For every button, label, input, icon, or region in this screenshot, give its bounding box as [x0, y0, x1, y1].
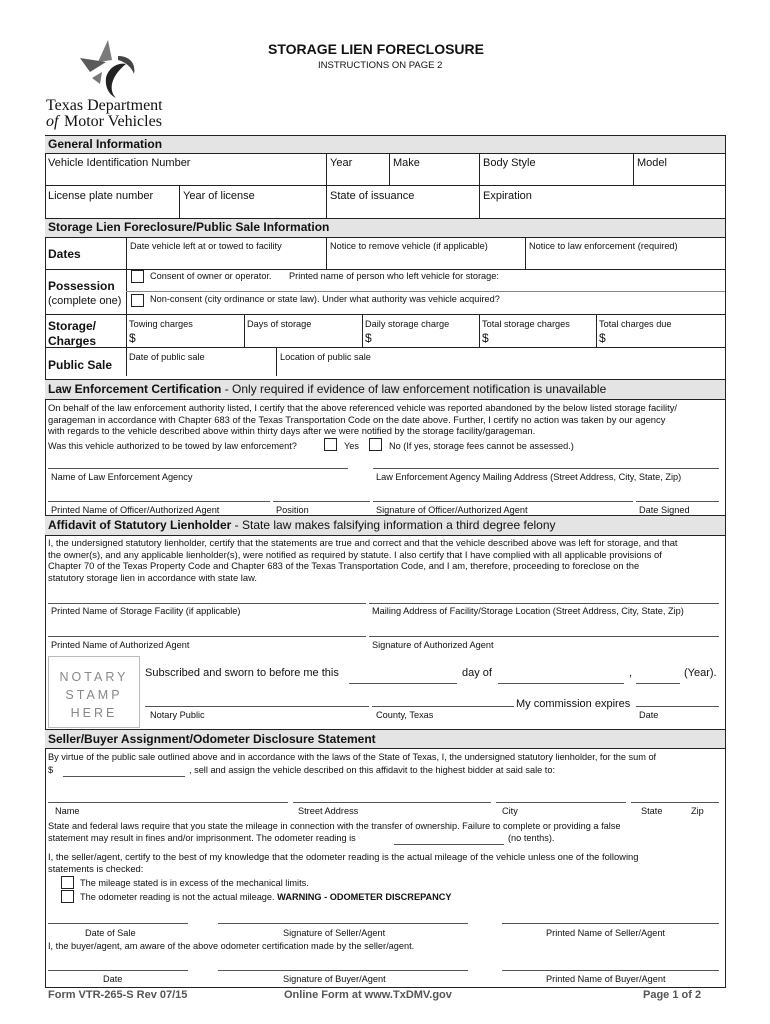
form-title: STORAGE LIEN FORECLOSURE: [268, 41, 484, 57]
vin-field[interactable]: Vehicle Identification Number: [48, 157, 191, 169]
possession-label: Possession: [48, 279, 115, 293]
location-sale-field[interactable]: Location of public sale: [280, 352, 371, 362]
towing-field[interactable]: Towing charges: [129, 319, 193, 329]
law-no-checkbox[interactable]: [369, 438, 382, 451]
no-tenths-label: (no tenths).: [508, 833, 555, 843]
license-plate-field[interactable]: License plate number: [48, 190, 154, 202]
notice-remove-field[interactable]: Notice to remove vehicle (if applicable): [330, 241, 488, 251]
dates-label: Dates: [48, 247, 81, 261]
officer-signature-field[interactable]: Signature of Officer/Authorized Agent: [376, 505, 528, 515]
page-number: Page 1 of 2: [643, 989, 702, 1001]
nonconsent-label[interactable]: Non-consent (city ordinance or state law). Under what authority was vehicle acquired?: [150, 294, 500, 304]
state-issuance-field[interactable]: State of issuance: [330, 190, 415, 202]
daily-field[interactable]: Daily storage charge: [365, 319, 450, 329]
sale-amount-field[interactable]: [63, 776, 185, 777]
online-form-link[interactable]: Online Form at www.TxDMV.gov: [284, 989, 452, 1001]
comma-label: ,: [629, 667, 633, 679]
possession-sub: (complete one): [48, 295, 122, 307]
law-heading-note: - Only required if evidence of law enforcement notification is unavailable: [221, 382, 607, 396]
county-field[interactable]: County, Texas: [376, 710, 434, 720]
buyer-zip-field[interactable]: Zip: [691, 806, 704, 816]
agency-address-field[interactable]: Law Enforcement Agency Mailing Address (Street Address, City, State, Zip): [376, 472, 682, 482]
mileage-law-line1: State and federal laws require that you state the mileage in connection with the transfer of ownership. Failure to complete or providing a false: [48, 821, 621, 831]
not-actual-text: The odometer reading is not the actual mileage.: [80, 892, 275, 902]
buyer-printed-name-field[interactable]: Printed Name of Buyer/Agent: [546, 974, 666, 984]
daily-dollar: $: [365, 331, 372, 345]
commission-date-field[interactable]: Date: [639, 710, 659, 720]
seller-printed-name-field[interactable]: Printed Name of Seller/Agent: [546, 928, 665, 938]
odometer-reading-field[interactable]: [394, 844, 504, 845]
sworn-label: Subscribed and sworn to before me this: [145, 667, 339, 679]
model-field[interactable]: Model: [637, 157, 667, 169]
law-yes-label: Yes: [344, 441, 359, 451]
affidavit-heading-title: Affidavit of Statutory Lienholder: [48, 518, 232, 532]
date-signed-field[interactable]: Date Signed: [639, 505, 690, 515]
nonconsent-checkbox[interactable]: [131, 294, 144, 307]
date-of-sale-field[interactable]: Date of Sale: [85, 928, 136, 938]
notary-stamp-text: NOTARY STAMP HERE: [59, 670, 129, 720]
officer-name-field[interactable]: Printed Name of Officer/Authorized Agent: [51, 505, 220, 515]
law-certification-text: On behalf of the law enforcement authority listed, I certify that the above referenced vehicle was reported abandoned by the below listed storage facility/ garageman in accordance with Chapter 683 of the Texas Transportation Code on the date above. Further, I certify no action was taken by our agency with regards to the vehicle described above within thirty days after we were notified by the storage facility/garageman.: [48, 402, 678, 437]
year-of-license-field[interactable]: Year of license: [183, 190, 255, 202]
law-heading: [48, 383, 606, 396]
total-due-field[interactable]: Total charges due: [599, 319, 672, 329]
buyer-city-field[interactable]: City: [502, 806, 518, 816]
affidavit-text: I, the undersigned statutory lienholder, certify that the statements are true and correct and that the vehicle described above was left for storage, and that the owner(s), and any applicable lienholder(s), were notified as required by statute. I also certify that I have complied with all applicable provisions of Chapter 70 of the Texas Property Code and Chapter 683 of the Texas Transportation Code, and I am, therefore, proceeding to foreclose on the statutory storage lien in accordance with state law.: [48, 537, 678, 583]
buyer-date-field[interactable]: Date: [103, 974, 123, 984]
year-label: (Year).: [684, 667, 717, 679]
form-number: Form VTR-265-S Rev 07/15: [48, 989, 188, 1001]
charges-label-1: Storage/: [48, 319, 97, 333]
total-due-dollar: $: [599, 331, 606, 345]
total-storage-dollar: $: [482, 331, 489, 345]
notice-law-field[interactable]: Notice to law enforcement (required): [529, 241, 678, 251]
general-heading: General Information: [48, 137, 163, 151]
notary-public-field[interactable]: Notary Public: [150, 710, 205, 720]
buyer-name-field[interactable]: Name: [55, 806, 80, 816]
total-storage-field[interactable]: Total storage charges: [482, 319, 570, 329]
day-of-label: day of: [462, 667, 492, 679]
odometer-warning: WARNING - ODOMETER DISCREPANCY: [277, 892, 452, 902]
public-sale-label: Public Sale: [48, 358, 113, 372]
agency-name-field[interactable]: Name of Law Enforcement Agency: [51, 472, 193, 482]
facility-address-field[interactable]: Mailing Address of Facility/Storage Location (Street Address, City, State, Zip): [372, 606, 684, 616]
charges-label-2: Charges: [48, 334, 97, 348]
buyer-street-field[interactable]: Street Address: [298, 806, 359, 816]
days-field[interactable]: Days of storage: [247, 319, 312, 329]
agent-signature-field[interactable]: Signature of Authorized Agent: [372, 640, 494, 650]
law-tow-question: Was this vehicle authorized to be towed by law enforcement?: [48, 441, 297, 451]
make-field[interactable]: Make: [393, 157, 420, 169]
not-actual-mileage-label: [80, 892, 452, 902]
form-subtitle: INSTRUCTIONS ON PAGE 2: [318, 60, 443, 71]
seller-intro-line1: By virtue of the public sale outlined above and in accordance with the laws of the State of Texas, I, the undersigned statutory lienholder, for the sum of: [48, 752, 657, 762]
consent-checkbox[interactable]: [131, 270, 144, 283]
mileage-law-line2: statement may result in fines and/or imprisonment. The odometer reading is: [48, 833, 356, 843]
law-no-label: No (If yes, storage fees cannot be assessed.): [389, 441, 574, 451]
seller-heading: Seller/Buyer Assignment/Odometer Disclosure Statement: [48, 732, 376, 746]
date-sale-field[interactable]: Date of public sale: [129, 352, 205, 362]
storage-heading: Storage Lien Foreclosure/Public Sale Information: [48, 220, 330, 234]
excess-mileage-label: The mileage stated is in excess of the mechanical limits.: [80, 878, 309, 888]
consent-name-field[interactable]: Printed name of person who left vehicle for storage:: [289, 271, 499, 281]
affidavit-heading: [48, 519, 556, 532]
towing-dollar: $: [129, 331, 136, 345]
agency-name-line2: Motor Vehicles: [64, 113, 162, 130]
date-left-field[interactable]: Date vehicle left at or towed to facility: [130, 241, 282, 251]
consent-label: Consent of owner or operator.: [150, 271, 272, 281]
buyer-state-field[interactable]: State: [641, 806, 663, 816]
commission-label: My commission expires: [516, 698, 631, 710]
officer-position-field[interactable]: Position: [276, 505, 309, 515]
seller-signature-field[interactable]: Signature of Seller/Agent: [283, 928, 386, 938]
not-actual-mileage-checkbox[interactable]: [61, 890, 74, 903]
agency-name-of: of: [46, 113, 59, 130]
txdmv-star-logo: [78, 38, 140, 102]
agency-name-line1: Texas Department: [46, 97, 163, 114]
body-style-field[interactable]: Body Style: [483, 157, 536, 169]
affidavit-heading-note: - State law makes falsifying information a third degree felony: [231, 518, 556, 532]
seller-certify-text: I, the seller/agent, certify to the best of my knowledge that the odometer reading is the actual mileage of the vehicle unless one of the following statements is checked:: [48, 851, 639, 874]
law-heading-title: Law Enforcement Certification: [48, 382, 222, 396]
year-field[interactable]: Year: [330, 157, 353, 169]
excess-mileage-checkbox[interactable]: [61, 876, 74, 889]
seller-dollar: $: [48, 765, 54, 775]
seller-intro-line2: , sell and assign the vehicle described on this affidavit to the highest bidder at said sale to:: [189, 765, 556, 775]
buyer-signature-field[interactable]: Signature of Buyer/Agent: [283, 974, 386, 984]
law-yes-checkbox[interactable]: [324, 438, 337, 451]
expiration-field[interactable]: Expiration: [483, 190, 532, 202]
agent-name-field[interactable]: Printed Name of Authorized Agent: [51, 640, 190, 650]
buyer-aware-text: I, the buyer/agent, am aware of the above odometer certification made by the seller/agent.: [48, 941, 415, 951]
facility-name-field[interactable]: Printed Name of Storage Facility (if applicable): [51, 606, 241, 616]
